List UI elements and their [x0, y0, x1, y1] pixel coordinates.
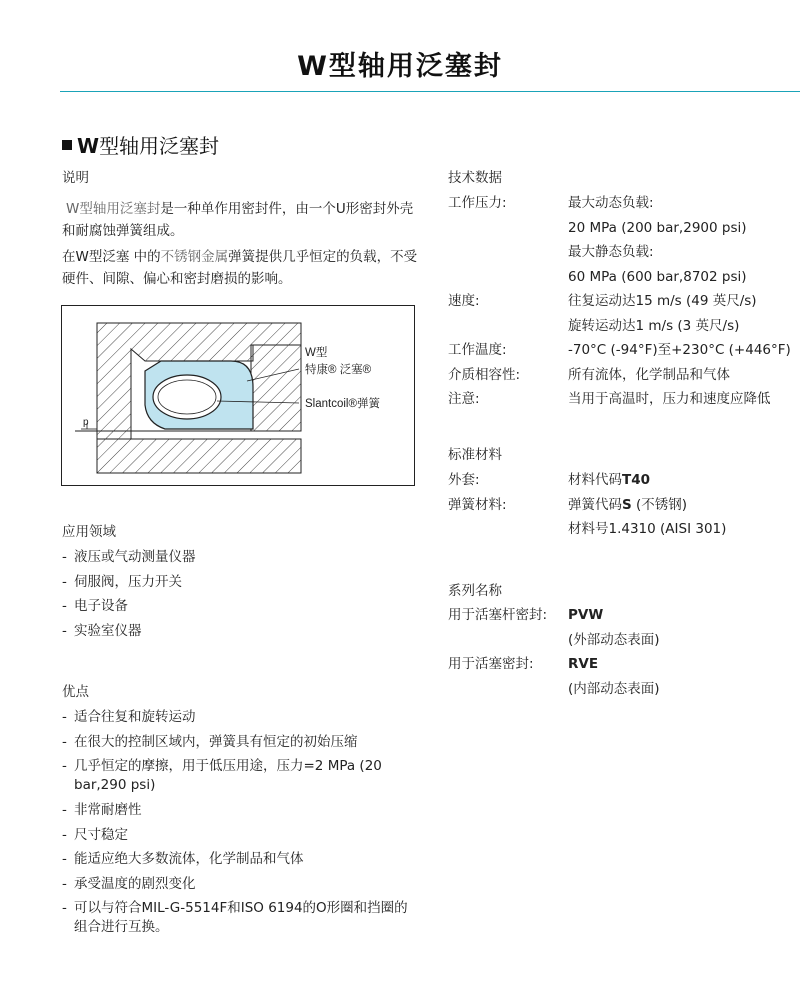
description-para-2: [62, 246, 418, 290]
material-row-value: [568, 493, 687, 518]
tech-row-value: 所有流体，化学制品和气体: [568, 366, 730, 383]
tech-row-value: 60 MPa (600 bar,8702 psi): [568, 268, 747, 285]
heading-strong: W: [77, 134, 100, 158]
advantages-label: 优点: [62, 684, 89, 700]
page-title: W型轴用泛塞封: [297, 51, 503, 82]
list-item: - 能适应绝大多数流体，化学制品和气体: [62, 847, 418, 872]
tech-row-value: 往复运动达15 m/s (49 英尺/s): [568, 293, 757, 309]
applications-label: 应用领域: [62, 524, 116, 540]
list-item: - 液压或气动测量仪器: [62, 545, 196, 570]
series-row-label: 用于活塞杆密封:: [448, 607, 548, 623]
list-item: - 几乎恒定的摩擦，用于低压用途，压力=2 MPa (20 bar,290 psi): [62, 754, 418, 798]
title-divider: [60, 91, 800, 92]
para2-text: 弹簧提供几乎恒定的负载，不受硬件、间隙、偏心和密封磨损的影响。: [62, 249, 418, 287]
tech-row-label: 介质相容性:: [448, 366, 521, 383]
list-item: - 电子设备: [62, 594, 196, 619]
series-label: 系列名称: [448, 583, 502, 599]
tech-row-label: 速度:: [448, 293, 480, 309]
tech-row-value: 当用于高温时，压力和速度应降低: [568, 391, 771, 407]
material-row-label: 外套:: [448, 472, 480, 488]
material-post: (不锈钢): [631, 496, 688, 513]
section-heading: [62, 130, 219, 159]
material-row-label: 弹簧材料:: [448, 496, 507, 513]
list-item: - 适合往复和旋转运动: [62, 705, 418, 730]
material-row-value: [568, 468, 650, 493]
advantages-list: [62, 705, 418, 940]
list-item: - 实验室仪器: [62, 619, 196, 644]
list-item: - 非常耐磨性: [62, 798, 418, 823]
list-item: - 承受温度的剧烈变化: [62, 872, 418, 897]
tech-data-label: 技术数据: [448, 170, 502, 186]
series-row-label: 用于活塞密封:: [448, 656, 534, 672]
list-item: - 伺服阀，压力开关: [62, 570, 196, 595]
tech-row-label: 工作温度:: [448, 342, 507, 358]
tech-row-label: 注意:: [448, 391, 480, 407]
square-bullet-icon: [62, 140, 72, 150]
material-pre: 材料代码: [568, 472, 622, 488]
product-name: W型轴用泛塞封: [66, 201, 161, 217]
list-item: - 可以与符合MIL-G-5514F和ISO 6194的O形圈和挡圈的组合进行互换。: [62, 896, 418, 940]
tech-row-value: 最大静态负载:: [568, 244, 654, 260]
heading-rest: 型轴用泛塞封: [99, 134, 220, 158]
materials-label: 标准材料: [448, 447, 502, 463]
para1-text: 是一种单作用密封件，由一个U形密封外壳和耐腐蚀弹簧组成。: [62, 201, 414, 239]
tech-row-value: 旋转运动达1 m/s (3 英尺/s): [568, 317, 740, 334]
seal-cross-section-diagram: [61, 305, 415, 486]
diagram-label-seal: 特康® 泛塞®: [305, 364, 372, 376]
material-pre: 材料号1.4310 (AISI 301): [568, 521, 727, 537]
series-code: PVW: [568, 607, 604, 623]
para2-pre: 在W型泛塞 中的: [62, 249, 161, 265]
diagram-label-w: W型: [305, 347, 328, 359]
tech-row-value: 20 MPa (200 bar,2900 psi): [568, 219, 747, 236]
list-item: - 尺寸稳定: [62, 823, 418, 848]
material-pre: 弹簧代码: [568, 496, 622, 513]
series-note: (内部动态表面): [568, 680, 660, 697]
tech-row-value: 最大动态负载:: [568, 195, 654, 211]
tech-row-value: -70°C (-94°F)至+230°C (+446°F): [568, 342, 791, 358]
material-code: S: [622, 496, 632, 513]
applications-list: [62, 545, 196, 643]
tech-row-label: 工作压力:: [448, 195, 507, 211]
diagram-label-spring: Slantcoil®弹簧: [305, 398, 380, 410]
diagram-label-p: p: [83, 417, 89, 428]
list-item: - 在很大的控制区域内，弹簧具有恒定的初始压缩: [62, 730, 418, 755]
material-row-value: [568, 517, 726, 542]
series-code: RVE: [568, 656, 599, 672]
description-label: 说明: [62, 170, 89, 186]
material-code: T40: [622, 472, 650, 488]
para2-faint: 不锈钢金属: [160, 249, 229, 265]
description-para-1: [62, 198, 418, 242]
series-note: (外部动态表面): [568, 631, 660, 648]
